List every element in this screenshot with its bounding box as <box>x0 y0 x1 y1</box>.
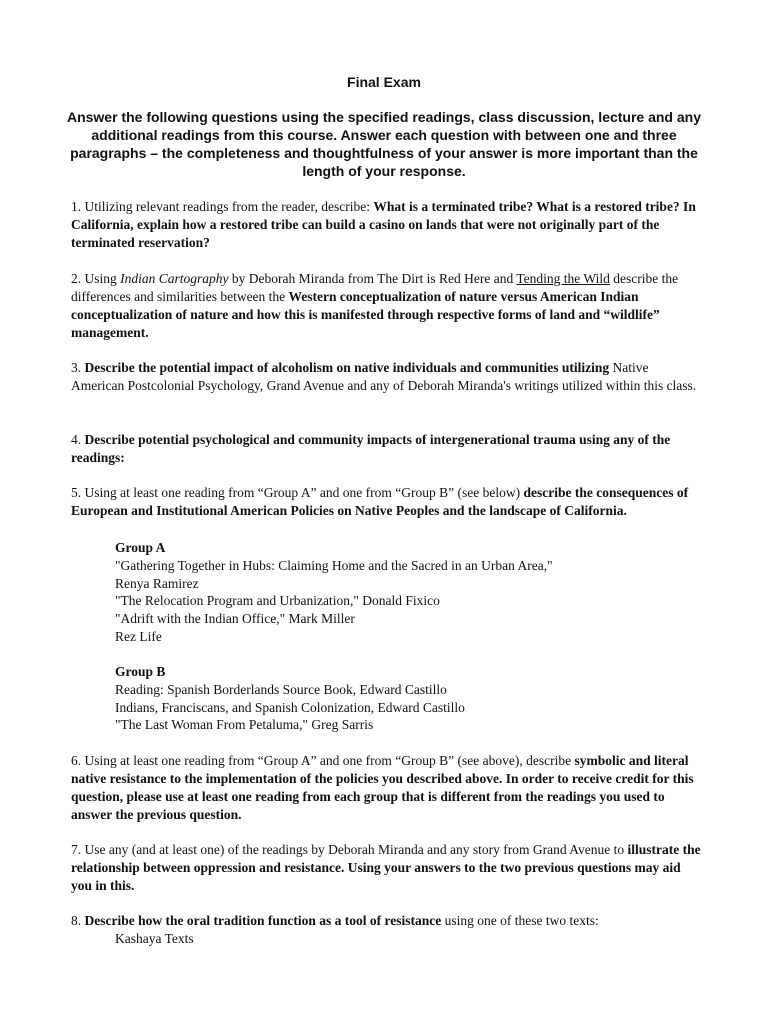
question-8-emphasis: Describe how the oral tradition function as a tool of resistance <box>84 913 442 928</box>
list-item: "Gathering Together in Hubs: Claiming Home and the Sacred in an Urban Area," <box>115 557 553 573</box>
list-item: "Adrift with the Indian Office," Mark Miller <box>115 611 355 627</box>
question-5 <box>71 484 701 520</box>
question-6-prompt: 6. Using at least one reading from “Group A” and one from “Group B” (see above), describe <box>71 753 575 768</box>
question-2-title-tending-the-wild: Tending the Wild <box>516 271 610 286</box>
question-3-emphasis: Describe the potential impact of alcoholism on native individuals and communities utilizing <box>84 360 610 375</box>
question-2-text: by Deborah Miranda from The Dirt is Red Here and <box>228 271 517 286</box>
question-7 <box>71 841 701 895</box>
question-1-emphasis: What is a terminated tribe? What is a restored tribe? In California, explain how a restored tribe can build a casino on lands that were not originally part of the terminated reservation? <box>71 199 696 250</box>
question-4 <box>71 431 701 467</box>
list-item: Kashaya Texts <box>115 931 194 946</box>
question-1 <box>71 198 701 252</box>
question-6 <box>71 752 701 824</box>
list-item: Renya Ramirez <box>115 575 199 591</box>
exam-title: Final Exam <box>347 74 421 90</box>
question-8-text-list <box>115 930 715 948</box>
question-5-emphasis: describe the consequences of European and Institutional American Policies on Native Peoples and the landscape of California. <box>71 485 689 518</box>
question-7-emphasis: illustrate the relationship between oppression and resistance. Using your answers to the two previous questions may aid you in this. <box>71 842 701 893</box>
question-2-prompt: 2. Using <box>71 271 121 286</box>
question-6-emphasis: symbolic and literal native resistance to the implementation of the policies you described above. In order to receive credit for this question, please use at least one reading from each group that is different from the readings you used to answer the previous question. <box>71 753 694 822</box>
question-2 <box>71 270 701 342</box>
question-3-text: Native American Postcolonial Psychology, Grand Avenue and any of Deborah Miranda's writings utilized within this class. <box>71 360 697 393</box>
question-5-prompt: 5. Using at least one reading from “Group A” and one from “Group B” (see below) <box>71 485 524 500</box>
question-8 <box>71 912 701 930</box>
list-item: Reading: Spanish Borderlands Source Book, Edward Castillo <box>115 681 447 697</box>
question-3-number: 3. <box>71 360 85 375</box>
question-4-number: 4. <box>71 432 85 447</box>
exam-instructions: Answer the following questions using the specified readings, class discussion, lecture and any additional readings from this course. Answer each question with between one and three paragraphs – the completeness and thoughtfulness of your answer is more important than the length of your response. <box>66 109 702 179</box>
group-b-heading: Group B <box>115 664 166 679</box>
list-item: Indians, Franciscans, and Spanish Colonization, Edward Castillo <box>115 699 465 715</box>
group-a-heading: Group A <box>115 540 166 555</box>
question-4-emphasis: Describe potential psychological and community impacts of intergenerational trauma using any of the readings: <box>71 432 671 465</box>
group-a-list <box>115 539 715 646</box>
list-item: "The Relocation Program and Urbanization," Donald Fixico <box>115 593 440 609</box>
question-2-text-2: describe the differences and similarities between the <box>71 271 679 304</box>
question-3 <box>71 359 701 395</box>
list-item: "The Last Woman From Petaluma," Greg Sarris <box>115 717 374 733</box>
question-7-prompt: 7. Use any (and at least one) of the readings by Deborah Miranda and any story from Grand Avenue to <box>71 842 628 857</box>
question-2-emphasis: Western conceptualization of nature versus American Indian conceptualization of nature and how this is manifested through respective forms of land and “wildlife” management. <box>71 289 660 340</box>
group-b-list <box>115 663 715 734</box>
question-8-text: using one of these two texts: <box>441 913 599 928</box>
list-item: Rez Life <box>115 628 162 644</box>
question-2-title-indian-cartography: Indian Cartography <box>120 271 229 286</box>
question-1-prompt: 1. Utilizing relevant readings from the reader, describe: <box>71 199 374 214</box>
question-8-number: 8. <box>71 913 85 928</box>
